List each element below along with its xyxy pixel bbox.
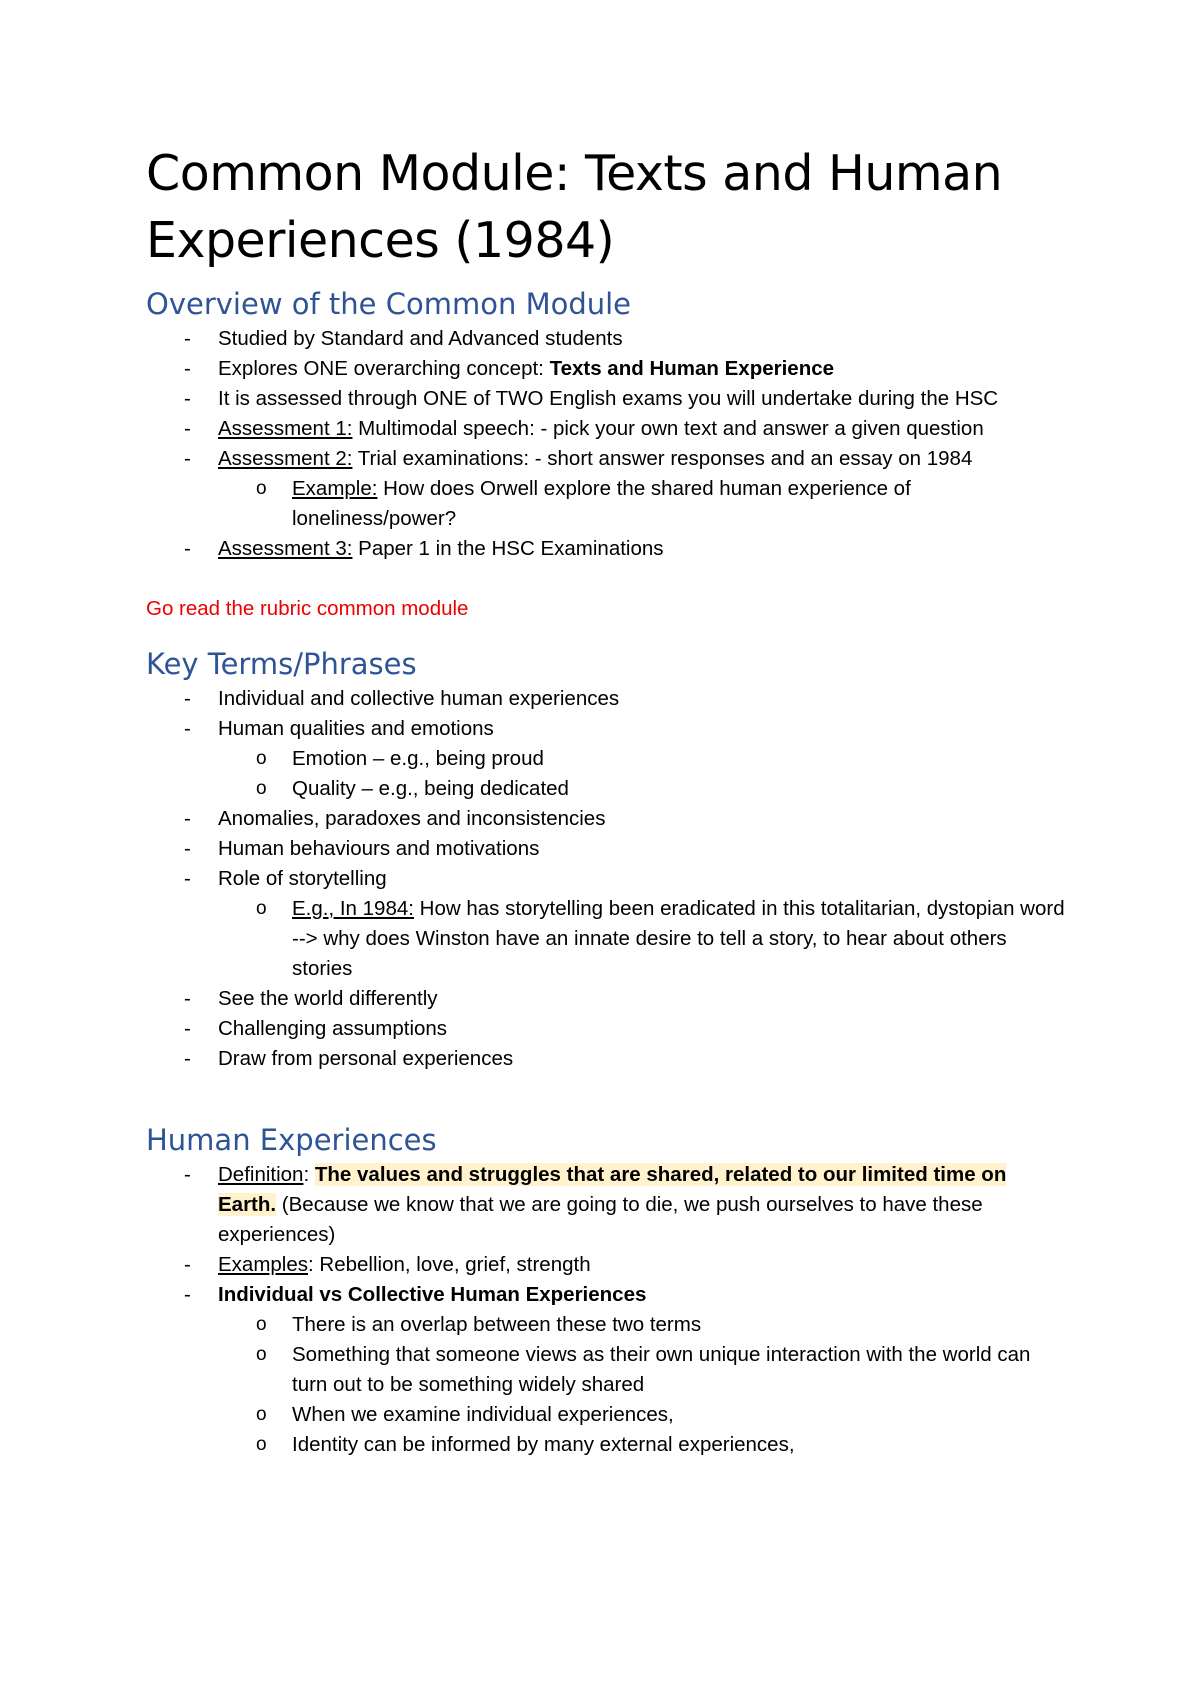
circle-marker: o [256, 1344, 267, 1365]
list-item: - Examples: Rebellion, love, grief, strength [146, 1250, 1066, 1280]
dash-marker: - [184, 1163, 191, 1186]
dash-marker: - [184, 717, 191, 740]
document-page [146, 140, 1066, 1460]
section-heading-key-terms: Key Terms/Phrases [146, 647, 417, 681]
page-title: Common Module: Texts and Human Experiences (1984) [146, 145, 1003, 269]
circle-marker: o [256, 898, 267, 919]
list-item: - Definition: The values and struggles that are shared, related to our limited time on Earth. (Because we know that we are going to die, we push ourselves to have these experiences) [146, 1160, 1066, 1250]
list-item: - Draw from personal experiences [146, 1044, 1066, 1074]
circle-marker: o [256, 778, 267, 799]
dash-marker: - [184, 537, 191, 560]
list-item: - Assessment 3: Paper 1 in the HSC Examinations [146, 534, 1066, 564]
sub-list-item: o E.g., In 1984: How has storytelling been eradicated in this totalitarian, dystopian word --> why does Winston have an innate desire to tell a story, to hear about others stories [146, 894, 1066, 984]
circle-marker: o [256, 1314, 267, 1335]
list-item: - Explores ONE overarching concept: Texts and Human Experience [146, 354, 1066, 384]
list-item: - Challenging assumptions [146, 1014, 1066, 1044]
list-item: - It is assessed through ONE of TWO English exams you will undertake during the HSC [146, 384, 1066, 414]
sub-list-item: o When we examine individual experiences, [146, 1400, 1066, 1430]
list-item: - Anomalies, paradoxes and inconsistencies [146, 804, 1066, 834]
highlighted-definition: The values and struggles that are shared, related to our limited time on Earth. [218, 1163, 1007, 1216]
list-item: - Individual and collective human experiences [146, 684, 1066, 714]
dash-marker: - [184, 1017, 191, 1040]
section-heading-overview: Overview of the Common Module [146, 287, 632, 321]
sub-list-item: o Something that someone views as their own unique interaction with the world can turn out to be something widely shared [146, 1340, 1066, 1400]
list-item: - Human behaviours and motivations [146, 834, 1066, 864]
dash-marker: - [184, 417, 191, 440]
sub-list-item: o Identity can be informed by many external experiences, [146, 1430, 1066, 1460]
dash-marker: - [184, 807, 191, 830]
dash-marker: - [184, 1283, 191, 1306]
dash-marker: - [184, 837, 191, 860]
dash-marker: - [184, 387, 191, 410]
dash-marker: - [184, 987, 191, 1010]
dash-marker: - [184, 1047, 191, 1070]
circle-marker: o [256, 748, 267, 769]
rubric-note: Go read the rubric common module [146, 597, 469, 620]
list-item: - Assessment 2: Trial examinations: - short answer responses and an essay on 1984 [146, 444, 1066, 474]
sub-list-item: o Quality – e.g., being dedicated [146, 774, 1066, 804]
dash-marker: - [184, 447, 191, 470]
list-item: - Studied by Standard and Advanced students [146, 324, 1066, 354]
dash-marker: - [184, 357, 191, 380]
dash-marker: - [184, 327, 191, 350]
list-item: - Individual vs Collective Human Experiences [146, 1280, 1066, 1310]
dash-marker: - [184, 687, 191, 710]
dash-marker: - [184, 1253, 191, 1276]
circle-marker: o [256, 1434, 267, 1455]
sub-list-item: o Emotion – e.g., being proud [146, 744, 1066, 774]
list-item: - Assessment 1: Multimodal speech: - pick your own text and answer a given question [146, 414, 1066, 444]
dash-marker: - [184, 867, 191, 890]
sub-list-item: o Example: How does Orwell explore the shared human experience of loneliness/power? [146, 474, 1066, 534]
list-item: - Role of storytelling [146, 864, 1066, 894]
list-item: - See the world differently [146, 984, 1066, 1014]
section-heading-human-experiences: Human Experiences [146, 1123, 437, 1157]
sub-list-item: o There is an overlap between these two terms [146, 1310, 1066, 1340]
circle-marker: o [256, 478, 267, 499]
list-item: - Human qualities and emotions [146, 714, 1066, 744]
circle-marker: o [256, 1404, 267, 1425]
